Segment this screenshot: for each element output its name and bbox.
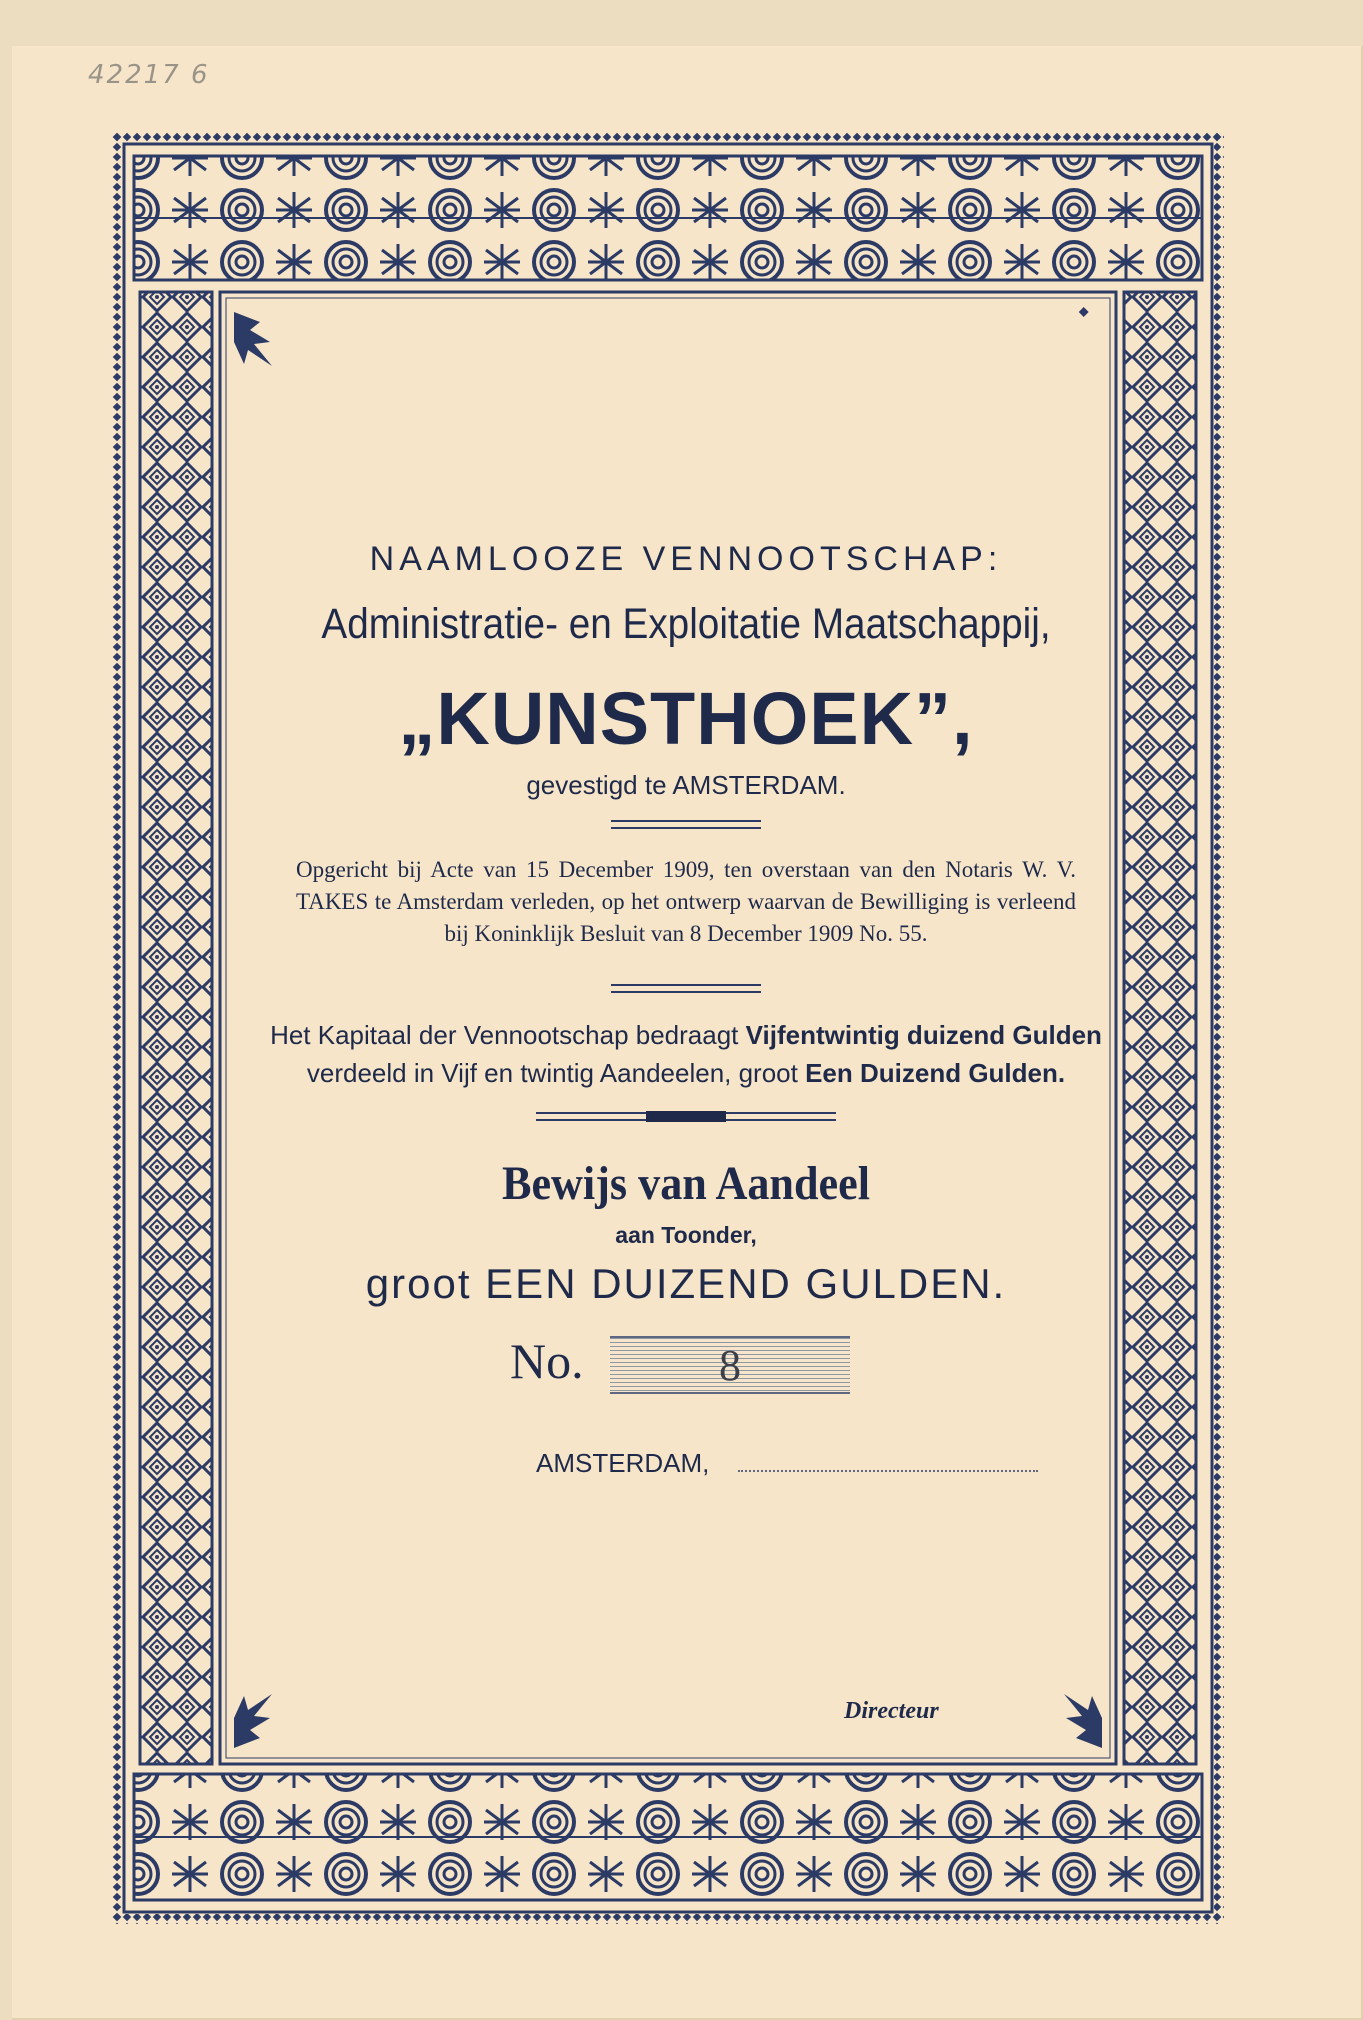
denomination-line: groot EEN DUIZEND GULDEN.: [365, 1260, 1007, 1307]
number-label: No.: [510, 1333, 584, 1389]
company-type-heading: NAAMLOOZE VENNOOTSCHAP:: [369, 540, 1003, 578]
company-description: Administratie- en Exploitatie Maatschappij,: [321, 600, 1051, 648]
bearer-line: aan Toonder,: [615, 1222, 757, 1248]
share-amount: Een Duizend Gulden.: [805, 1058, 1066, 1088]
capital-statement: [226, 1016, 1146, 1092]
document-title: Bewijs van Aandeel: [501, 1157, 871, 1210]
double-rule-1: [611, 818, 761, 832]
capital-amount: Vijfentwintig duizend Gulden: [745, 1020, 1102, 1050]
certificate-number-row: [226, 1332, 1146, 1392]
thick-rule: [536, 1110, 836, 1124]
incorporation-text: Opgericht bij Acte van 15 December 1909, ten overstaan van den Notaris W. V. TAKES te Amsterdam verleden, op het ontwerp waarvan de Bewilliging is verleend bij Koninklijk Besluit van 8 December 1909 No. 55.: [296, 857, 1076, 946]
company-name: „KUNSTHOEK”,: [398, 677, 974, 760]
shares-prefix: verdeeld in Vijf en twintig Aandeelen, groot: [306, 1058, 798, 1088]
company-seat: gevestigd te AMSTERDAM.: [526, 770, 846, 800]
double-rule-2: [611, 982, 761, 996]
date-dotted-line: [738, 1468, 1038, 1472]
director-signature-label: Directeur: [844, 1698, 939, 1724]
number-value: 8: [719, 1341, 741, 1390]
city-label: AMSTERDAM,: [536, 1448, 710, 1478]
shares-line: [226, 1054, 1146, 1092]
number-field: [610, 1336, 850, 1394]
capital-line: [226, 1016, 1146, 1054]
capital-prefix: Het Kapitaal der Vennootschap bedraagt: [270, 1020, 739, 1050]
certificate-panel: [226, 298, 1146, 1760]
archive-number: 42217 6: [88, 60, 210, 90]
